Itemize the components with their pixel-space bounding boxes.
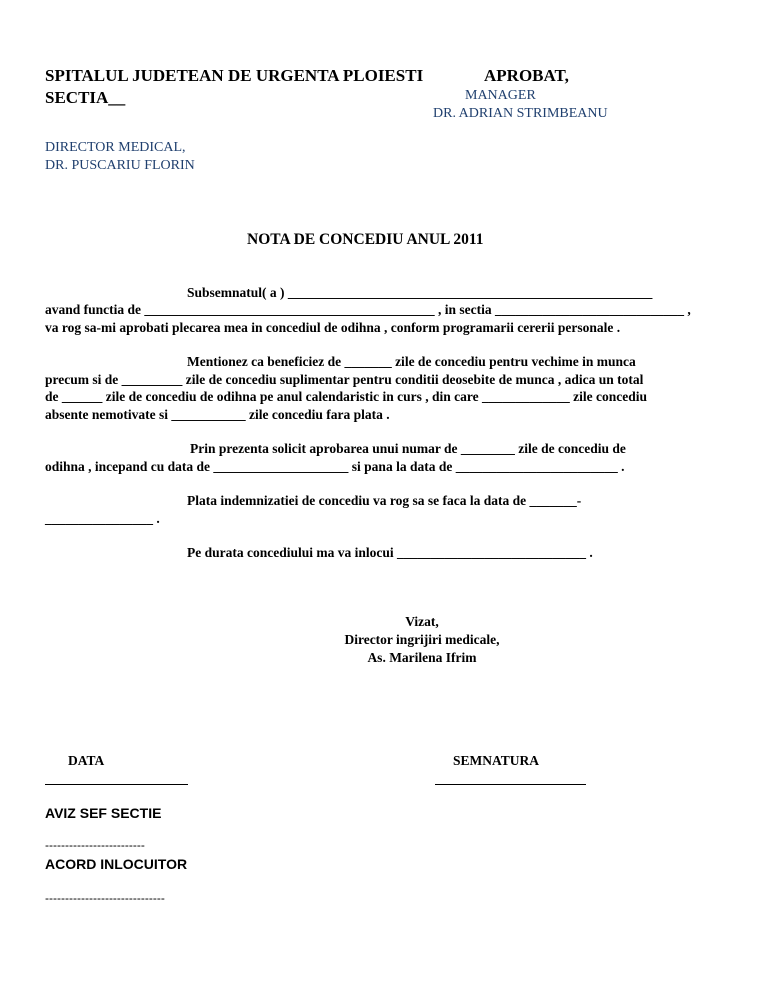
medical-director-title: DIRECTOR MEDICAL,	[45, 140, 186, 155]
p4-line1: Plata indemnizatiei de concediu va rog sa se faca la data de _______-	[187, 493, 582, 508]
section-head-label: AVIZ SEF SECTIE	[45, 805, 162, 821]
visa-name: As. Marilena Ifrim	[367, 650, 477, 665]
medical-director-name: DR. PUSCARIU FLORIN	[45, 158, 195, 173]
approved-label: APROBAT,	[484, 66, 569, 85]
signature-line	[435, 784, 586, 785]
p1-line1: Subsemnatul( a ) ______________________________________________________	[187, 285, 653, 300]
replacement-line: ------------------------------	[45, 891, 165, 905]
p5-line1: Pe durata concediului ma va inlocui ____________________________ .	[187, 545, 593, 560]
replacement-label: ACORD INLOCUITOR	[45, 856, 188, 872]
p2-line3: de ______ zile de concediu de odihna pe anul calendaristic in curs , din care _____________ zile concediu	[45, 389, 648, 404]
section-field: SECTIA__	[45, 88, 126, 107]
p2-line4: absente nemotivate si ___________ zile concediu fara plata .	[45, 407, 390, 422]
p2-line2: precum si de _________ zile de concediu suplimentar pentru conditii deosebite de munca , adica un total	[45, 372, 644, 387]
signature-label: SEMNATURA	[453, 753, 540, 768]
visa-label: Vizat,	[405, 614, 439, 629]
document-title: NOTA DE CONCEDIU ANUL 2011	[247, 231, 484, 248]
p1-line3: va rog sa-mi aprobati plecarea mea in concediul de odihna , conform programarii cererii personale .	[45, 320, 621, 335]
date-label: DATA	[68, 753, 105, 768]
date-signature-line	[45, 784, 188, 785]
p4-line2: ________________ .	[45, 511, 160, 526]
p3-line1: Prin prezenta solicit aprobarea unui numar de ________ zile de concediu de	[190, 441, 626, 456]
visa-title: Director ingrijiri medicale,	[344, 632, 500, 647]
section-head-line: -------------------------	[45, 838, 145, 852]
hospital-name: SPITALUL JUDETEAN DE URGENTA PLOIESTI	[45, 66, 424, 85]
p3-line2: odihna , incepand cu data de ____________________ si pana la data de ________________________ .	[45, 459, 625, 474]
p1-line2: avand functia de ___________________________________________ , in sectia ____________________________ ,	[45, 302, 691, 317]
manager-title: MANAGER	[465, 88, 536, 103]
manager-name: DR. ADRIAN STRIMBEANU	[433, 106, 608, 121]
p2-line1: Mentionez ca beneficiez de _______ zile de concediu pentru vechime in munca	[187, 354, 636, 369]
